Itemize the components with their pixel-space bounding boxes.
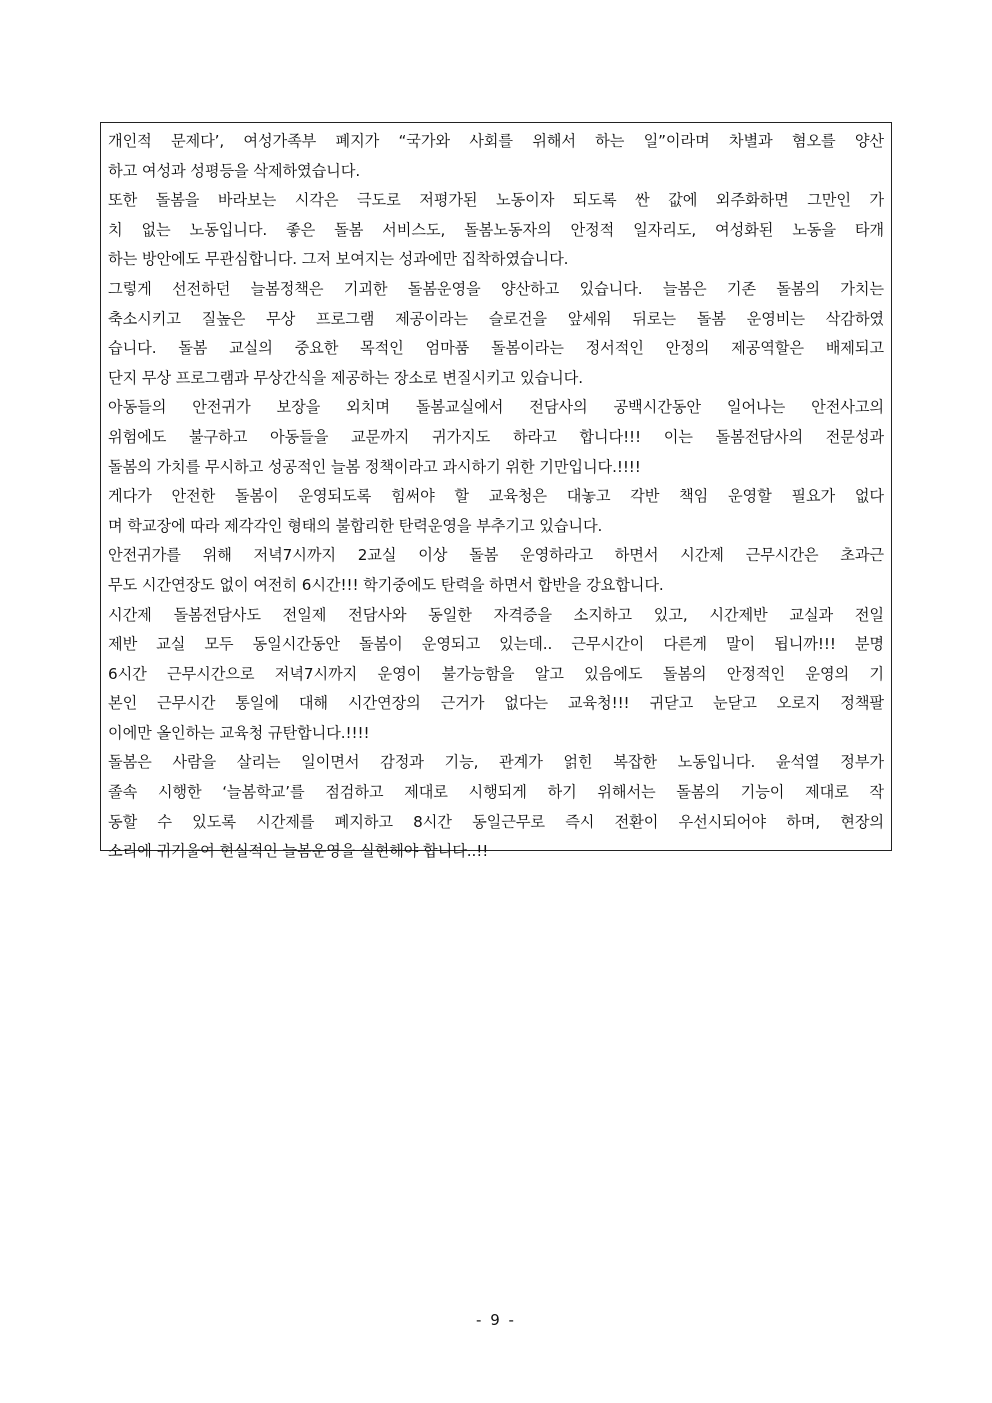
text-line: 습니다. 돌봄 교실의 중요한 목적인 엄마품 돌봄이라는 정서적인 안정의 제공역할은 배제되고 (108, 339, 884, 358)
text-line: 안전귀가를 위해 저녁7시까지 2교실 이상 돌봄 운영하라고 하면서 시간제 근무시간은 초과근 (108, 546, 884, 565)
text-line: 그렇게 선전하던 늘봄정책은 기괴한 돌봄운영을 양산하고 있습니다. 늘봄은 기존 돌봄의 가치는 (108, 279, 884, 298)
text-line: 하고 여성과 성평등을 삭제하였습니다. (108, 161, 361, 180)
text-line: 제반 교실 모두 동일시간동안 돌봄이 운영되고 있는데.. 근무시간이 다른게 말이 됩니까!!! 분명 (108, 635, 884, 654)
bordered-text-box (100, 122, 892, 861)
text-line: 위험에도 불구하고 아동들을 교문까지 귀가지도 하라고 합니다!!! 이는 돌봄전담사의 전문성과 (108, 427, 884, 446)
text-line: 돌봄은 사람을 살리는 일이면서 감정과 기능, 관계가 얽힌 복잡한 노동입니다. 윤석열 정부가 (108, 753, 884, 772)
text-line: 본인 근무시간 통일에 대해 시간연장의 근거가 없다는 교육청!!! 귀닫고 눈닫고 오로지 정책팔 (108, 694, 884, 713)
text-line: 돌봄의 가치를 무시하고 성공적인 늘봄 정책이라고 과시하기 위한 기만입니다.!!!! (108, 457, 641, 476)
text-line: 또한 돌봄을 바라보는 시각은 극도로 저평가된 노동이자 되도록 싼 값에 외주화하면 그만인 가 (108, 191, 884, 210)
text-line: 동할 수 있도록 시간제를 폐지하고 8시간 동일근무로 즉시 전환이 우선시되어야 하며, 현장의 (108, 812, 884, 831)
text-line: 며 학교장에 따라 제각각인 형태의 불합리한 탄력운영을 부추기고 있습니다. (108, 516, 603, 535)
text-line: 치 없는 노동입니다. 좋은 돌봄 서비스도, 돌봄노동자의 안정적 일자리도, 여성화된 노동을 타개 (108, 220, 884, 239)
text-line: 아동들의 안전귀가 보장을 외치며 돌봄교실에서 전담사의 공백시간동안 일어나는 안전사고의 (108, 398, 884, 417)
text-line: 무도 시간연장도 없이 여전히 6시간!!! 학기중에도 탄력을 하면서 합반을 강요합니다. (108, 575, 664, 594)
page-number: - 9 - (476, 1311, 516, 1329)
text-line: 시간제 돌봄전담사도 전일제 전담사와 동일한 자격증을 소지하고 있고, 시간제반 교실과 전일 (108, 605, 884, 624)
text-line: 하는 방안에도 무관심합니다. 그저 보여지는 성과에만 집착하였습니다. (108, 250, 569, 269)
text-line: 축소시키고 질높은 무상 프로그램 제공이라는 슬로건을 앞세워 뒤로는 돌봄 운영비는 삭감하였 (108, 309, 884, 328)
text-line: 이에만 올인하는 교육청 규탄합니다.!!!! (108, 723, 370, 742)
text-line: 게다가 안전한 돌봄이 운영되도록 힘써야 할 교육청은 대놓고 각반 책임 운영할 필요가 없다 (108, 487, 884, 506)
text-line: 개인적 문제다’, 여성가족부 폐지가 “국가와 사회를 위해서 하는 일”이라며 차별과 혐오를 양산 (108, 132, 884, 150)
text-line: 6시간 근무시간으로 저녁7시까지 운영이 불가능함을 알고 있음에도 돌봄의 안정적인 운영의 기 (108, 664, 884, 683)
text-line: 졸속 시행한 ‘늘봄학교’를 점검하고 제대로 시행되게 하기 위해서는 돌봄의 기능이 제대로 작 (108, 783, 884, 802)
text-line: 소리에 귀기울여 현실적인 늘봄운영을 실현해야 합니다..!! (108, 842, 489, 861)
text-line: 단지 무상 프로그램과 무상간식을 제공하는 장소로 변질시키고 있습니다. (108, 368, 583, 387)
